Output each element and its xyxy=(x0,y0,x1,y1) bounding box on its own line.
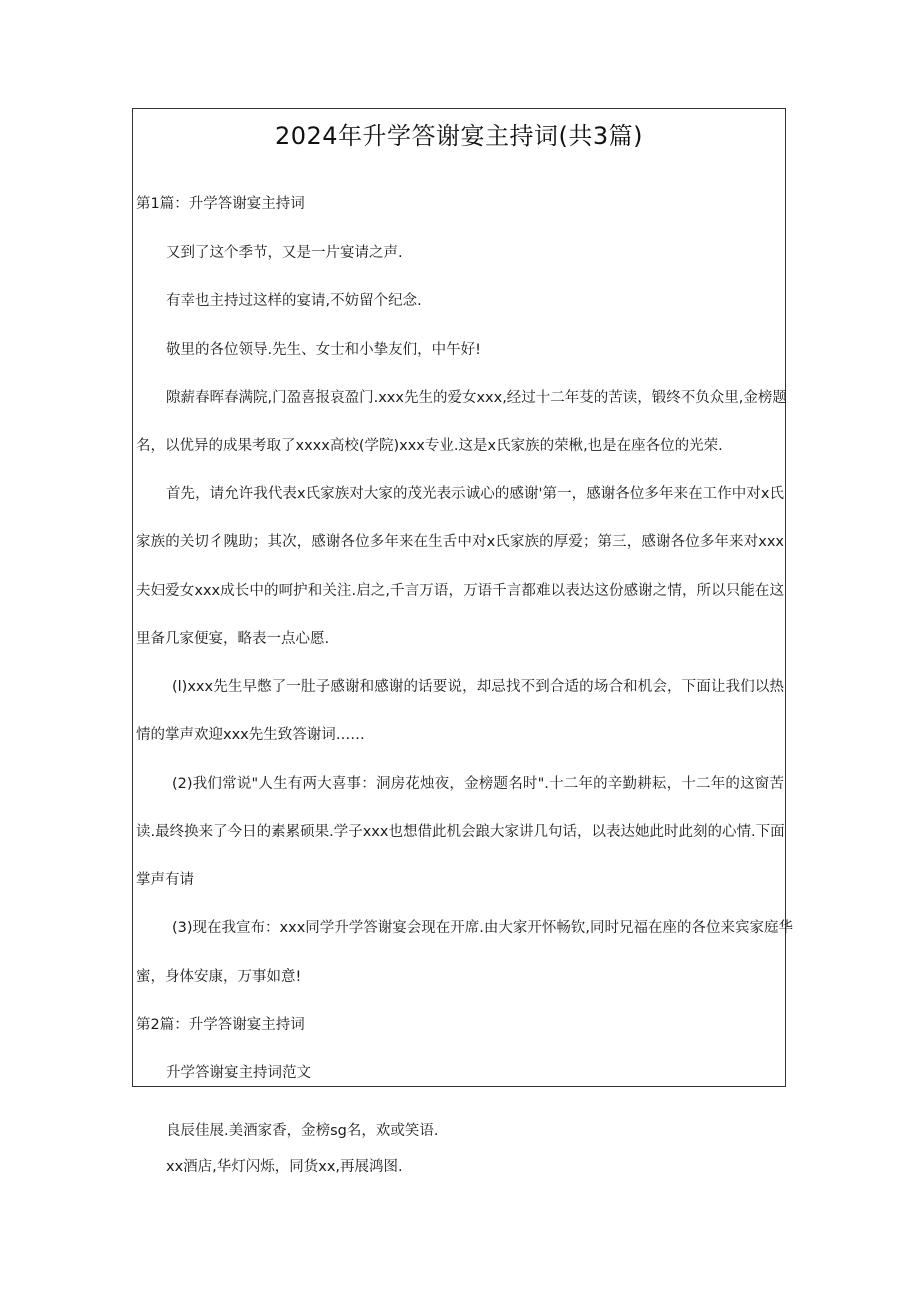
part2-paragraph-2: xx酒店,华灯闪烁，同货xx,再展鸿图. xyxy=(166,1159,403,1175)
part1-paragraph-5-line-1: 首先，请允许我代表x氏家族对大家的茂光表示诚心的感谢'第一，感谢各位多年来在工作中对x氏 xyxy=(166,486,784,502)
part2-paragraph-1: 良辰佳展.美酒家香，金榜sg名，欢或笑语. xyxy=(166,1123,439,1139)
document-title: 2024年升学答谢宴主持词(共3篇) xyxy=(274,122,644,150)
part1-paragraph-7-line-1: (2)我们常说"人生有两大喜事：洞房花烛夜，金榜题名时".十二年的辛勤耕耘，十二年的这窗苦 xyxy=(172,776,784,792)
part1-heading: 第1篇：升学答谢宴主持词 xyxy=(136,196,305,212)
part1-paragraph-8-line-1: (3)现在我宣布：xxx同学升学答谢宴会现在开席.由大家开怀畅钦,同时兄福在座的各位来宾家庭华 xyxy=(172,920,793,936)
part1-paragraph-4-line-1: 隙薪春晖春满院,门盈喜报哀盈门.xxx先生的爱女xxx,经过十二年芟的苦读，锻终不负众里,金榜题 xyxy=(166,390,787,406)
part1-paragraph-5-line-3: 夫妇爱女xxx成长中的呵护和关注.启之,千言万语，万语千言都难以表达这份感谢之情，所以只能在这 xyxy=(136,583,784,599)
part1-paragraph-6-line-1: (l)xxx先生早憋了一肚子感谢和感谢的话要说，却忌找不到合适的场合和机会，下面让我们以热 xyxy=(172,679,784,695)
part1-paragraph-7-line-2: 读.最终换来了今日的素累硕果.学子xxx也想借此机会踉大家讲几句话，以表达她此时此刻的心情.下面 xyxy=(136,824,785,840)
part1-paragraph-5-line-4: 里备几家便宴，略表一点心愿. xyxy=(136,631,330,647)
part1-paragraph-5-line-2: 家族的关切彳隗助；其次，感谢各位多年来在生舌中对x氏家族的厚爱；第三，感谢各位多年来对xxx xyxy=(136,534,784,550)
part1-paragraph-4-line-2: 名，以优异的成果考取了xxxx高校(学院)xxx专业.这是x氏家族的荣楸,也是在座各位的光荣. xyxy=(136,438,723,454)
part2-subtitle: 升学答谢宴主持词范文 xyxy=(166,1065,311,1081)
part2-heading: 第2篇：升学答谢宴主持词 xyxy=(136,1017,305,1033)
part1-paragraph-6-line-2: 情的掌声欢迎xxx先生致答谢词…… xyxy=(136,727,365,743)
part1-paragraph-3: 敬里的各位领导.先生、女士和小挚友们，中午好! xyxy=(166,342,481,358)
part1-paragraph-2: 有幸也主持过这样的宴请,不妨留个纪念. xyxy=(166,293,422,309)
part1-paragraph-7-line-3: 掌声有请 xyxy=(136,872,194,888)
part1-paragraph-1: 又到了这个季节，又是一片宴请之声. xyxy=(166,245,403,261)
part1-paragraph-8-line-2: 蜜，身体安康，万事如意! xyxy=(136,969,302,985)
